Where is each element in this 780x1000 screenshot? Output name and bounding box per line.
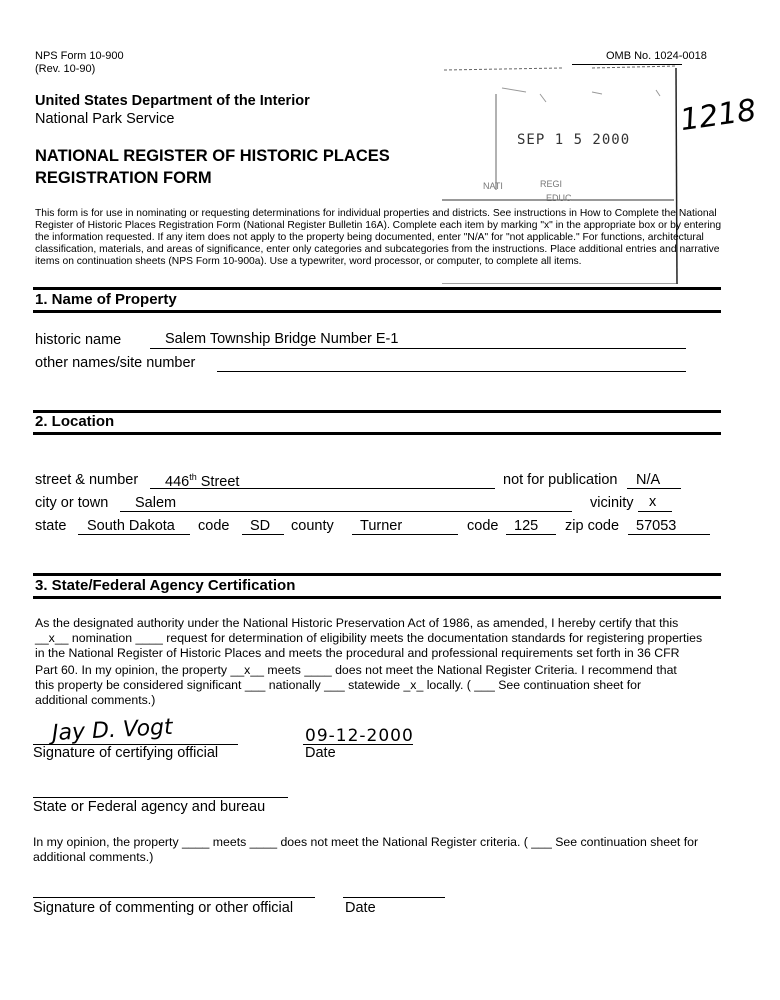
street-number: 446: [165, 473, 190, 490]
certification-line-4: Part 60. In my opinion, the property __x__ meets ____ does not meet the National Register Criteria. I recommend that: [35, 663, 677, 677]
section2-title: 2. Location: [35, 413, 115, 430]
state-label: state: [35, 518, 67, 534]
vicinity-field[interactable]: x: [649, 494, 657, 510]
certifying-signature: Jay D. Vogt: [51, 714, 174, 747]
section2-bottom-rule: [33, 432, 721, 435]
department-name: United States Department of the Interior: [35, 93, 310, 109]
zip-label: zip code: [565, 518, 620, 534]
section1-top-rule: [33, 287, 721, 290]
form-title-line2: REGISTRATION FORM: [35, 169, 212, 187]
stamp-fragment-2: REGI: [540, 179, 563, 189]
city-underline: [120, 511, 572, 512]
certification-line-2: __x__ nomination ____ request for determination of eligibility meets the documentation standards for registering properties: [35, 631, 703, 645]
stamp-date: SEP 1 5 2000: [517, 132, 631, 148]
historic-name-field[interactable]: Salem Township Bridge Number E-1: [165, 331, 399, 347]
street-label: street & number: [35, 472, 139, 488]
certification-date-handwritten: 09-12-2000: [305, 726, 414, 746]
county-code-underline: [506, 534, 556, 535]
instructions-line-1: This form is for use in nominating or requesting determinations for individual properties and districts. See instructions in How to Complete the National: [35, 208, 717, 219]
section1-bottom-rule: [33, 310, 721, 313]
county-code-label: code: [467, 518, 499, 534]
form-number: NPS Form 10-900: [35, 50, 124, 62]
street-name: Street: [196, 473, 240, 490]
historic-name-underline: [150, 348, 686, 349]
date-label: Date: [305, 745, 336, 761]
county-code-field[interactable]: 125: [514, 518, 539, 534]
other-names-label: other names/site number: [35, 355, 196, 371]
stamp-fragment-1: NATI: [483, 181, 503, 191]
vicinity-label: vicinity: [590, 495, 634, 511]
zip-underline: [628, 534, 710, 535]
instructions-line-4: classification, materials, and areas of significance, enter only categories and subcategories from the instructions. Place additional entries and narrative: [35, 244, 720, 255]
certification-line-3: in the National Register of Historic Places and meets the procedural and professional requirements set forth in 36 CFR: [35, 646, 680, 660]
street-underline: [150, 488, 495, 489]
form-title-line1: NATIONAL REGISTER OF HISTORIC PLACES: [35, 147, 390, 165]
vicinity-underline: [638, 511, 672, 512]
commenting-date-underline: [343, 897, 445, 898]
instructions-line-3: the information requested. If any item does not apply to the property being documented, enter "N/A" for "not applicable." For functions, architectural: [35, 232, 704, 243]
not-for-publication-underline: [627, 488, 681, 489]
state-code-field[interactable]: SD: [250, 518, 271, 534]
street-ordinal-suffix: th: [189, 472, 197, 482]
section3-top-rule: [33, 573, 721, 576]
state-underline: [78, 534, 190, 535]
commenting-date-label: Date: [345, 900, 376, 916]
county-label: county: [291, 518, 334, 534]
handwritten-reference-number: 1218: [677, 92, 759, 139]
agency-underline: [33, 797, 288, 798]
section3-bottom-rule: [33, 596, 721, 599]
state-code-label: code: [198, 518, 230, 534]
not-for-publication-label: not for publication: [503, 472, 618, 488]
section2-top-rule: [33, 410, 721, 413]
section1-title: 1. Name of Property: [35, 291, 177, 308]
form-revision: (Rev. 10-90): [35, 63, 96, 75]
opinion-line-2: additional comments.): [33, 850, 154, 864]
commenting-signature-underline: [33, 897, 315, 898]
city-label: city or town: [35, 495, 109, 511]
signature-label: Signature of certifying official: [33, 745, 219, 761]
historic-name-label: historic name: [35, 332, 122, 348]
certification-line-5: this property be considered significant ___ nationally ___ statewide _x_ locally. ( ___ See continuation sheet for: [35, 678, 642, 692]
agency-name: National Park Service: [35, 111, 175, 127]
other-names-underline: [217, 371, 686, 372]
certification-line-1: As the designated authority under the National Historic Preservation Act of 1986, as amended, I hereby certify that this: [35, 616, 679, 630]
commenting-signature-label: Signature of commenting or other official: [33, 900, 294, 916]
not-for-publication-field[interactable]: N/A: [636, 472, 661, 488]
state-code-underline: [242, 534, 284, 535]
city-field[interactable]: Salem: [135, 495, 177, 511]
omb-number: OMB No. 1024-0018: [606, 50, 707, 62]
stamp-fragment-3: EDUC: [546, 193, 572, 203]
certification-line-6: additional comments.): [35, 693, 156, 707]
zip-field[interactable]: 57053: [636, 518, 677, 534]
instructions-line-2: Register of Historic Places Registration Form (National Register Bulletin 16A). Complete each item by marking "x" in the appropriate box or by entering: [35, 220, 722, 231]
county-underline: [352, 534, 458, 535]
county-field[interactable]: Turner: [360, 518, 403, 534]
instructions-line-5: items on continuation sheets (NPS Form 10-900a). Use a typewriter, word processor, or computer, to complete all items.: [35, 256, 582, 267]
state-field[interactable]: South Dakota: [87, 518, 175, 534]
section3-title: 3. State/Federal Agency Certification: [35, 577, 296, 594]
agency-bureau-label: State or Federal agency and bureau: [33, 799, 266, 815]
opinion-line-1: In my opinion, the property ____ meets ____ does not meet the National Register criteria. ( ___ See continuation sheet for: [33, 835, 699, 849]
